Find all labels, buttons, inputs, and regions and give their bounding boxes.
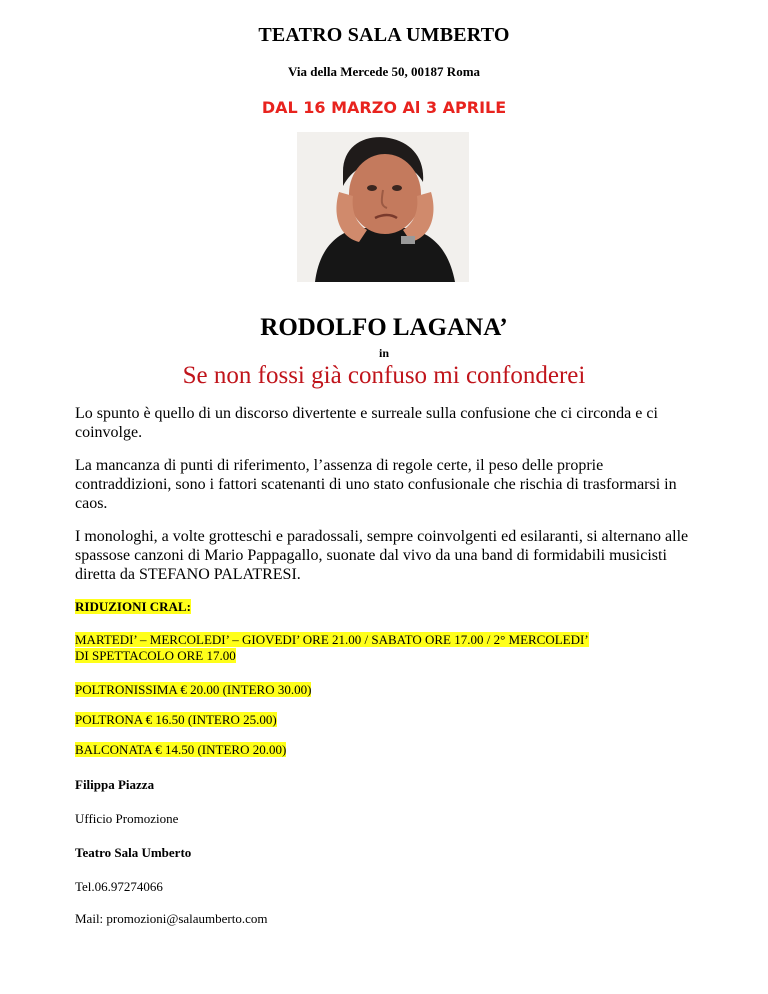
show-dates: DAL 16 MARZO Al 3 APRILE: [261, 98, 507, 117]
contact-office: Ufficio Promozione: [75, 811, 179, 826]
show-title: Se non fossi già confuso mi confonderei: [182, 362, 586, 389]
schedule-line-1: [75, 632, 589, 648]
price-balconata: [75, 742, 286, 758]
theatre-address: Via della Mercede 50, 00187 Roma: [287, 64, 481, 79]
artist-photo: [297, 132, 469, 282]
contact-mail: Mail: promozioni@salaumberto.com: [75, 911, 268, 926]
artist-portrait-image: [297, 132, 469, 282]
theatre-name: TEATRO SALA UMBERTO: [258, 24, 510, 46]
discounts-heading-text: RIDUZIONI CRAL:: [75, 599, 191, 614]
description-paragraph-1: Lo spunto è quello di un discorso divertente e surreale sulla confusione che ci circonda e ci coinvolge.: [75, 405, 658, 441]
schedule-line-2-text: DI SPETTACOLO ORE 17.00: [75, 648, 236, 663]
description-paragraph-3: I monologhi, a volte grotteschi e paradossali, sempre coinvolgenti ed esilaranti, si alternano alle spassose canzoni di Mario Pappagallo, suonate dal vivo da una band di formidabili musicisti diretta da STEFANO PALATRESI.: [75, 528, 689, 583]
schedule-line-2: [75, 648, 236, 664]
discounts-heading: [75, 599, 191, 615]
contact-name: Filippa Piazza: [75, 777, 155, 792]
schedule-line-1-text: MARTEDI’ – MERCOLEDI’ – GIOVEDI’ ORE 21.00 / SABATO ORE 17.00 / 2° MERCOLEDI’: [75, 632, 589, 647]
price-balconata-text: BALCONATA € 14.50 (INTERO 20.00): [75, 742, 287, 757]
connector-word: in: [378, 346, 389, 360]
price-poltronissima: [75, 682, 311, 698]
price-poltrona-text: POLTRONA € 16.50 (INTERO 25.00): [75, 712, 277, 727]
price-poltronissima-text: POLTRONISSIMA € 20.00 (INTERO 30.00): [75, 682, 312, 697]
artist-name: RODOLFO LAGANA’: [260, 314, 508, 341]
price-poltrona: [75, 712, 277, 728]
description-paragraph-2: La mancanza di punti di riferimento, l’assenza di regole certe, il peso delle proprie contraddizioni, sono i fattori scatenanti di uno stato confusionale che rischia di trasformarsi in caos.: [75, 457, 677, 512]
contact-phone: Tel.06.97274066: [75, 879, 163, 894]
contact-company: Teatro Sala Umberto: [75, 845, 192, 860]
